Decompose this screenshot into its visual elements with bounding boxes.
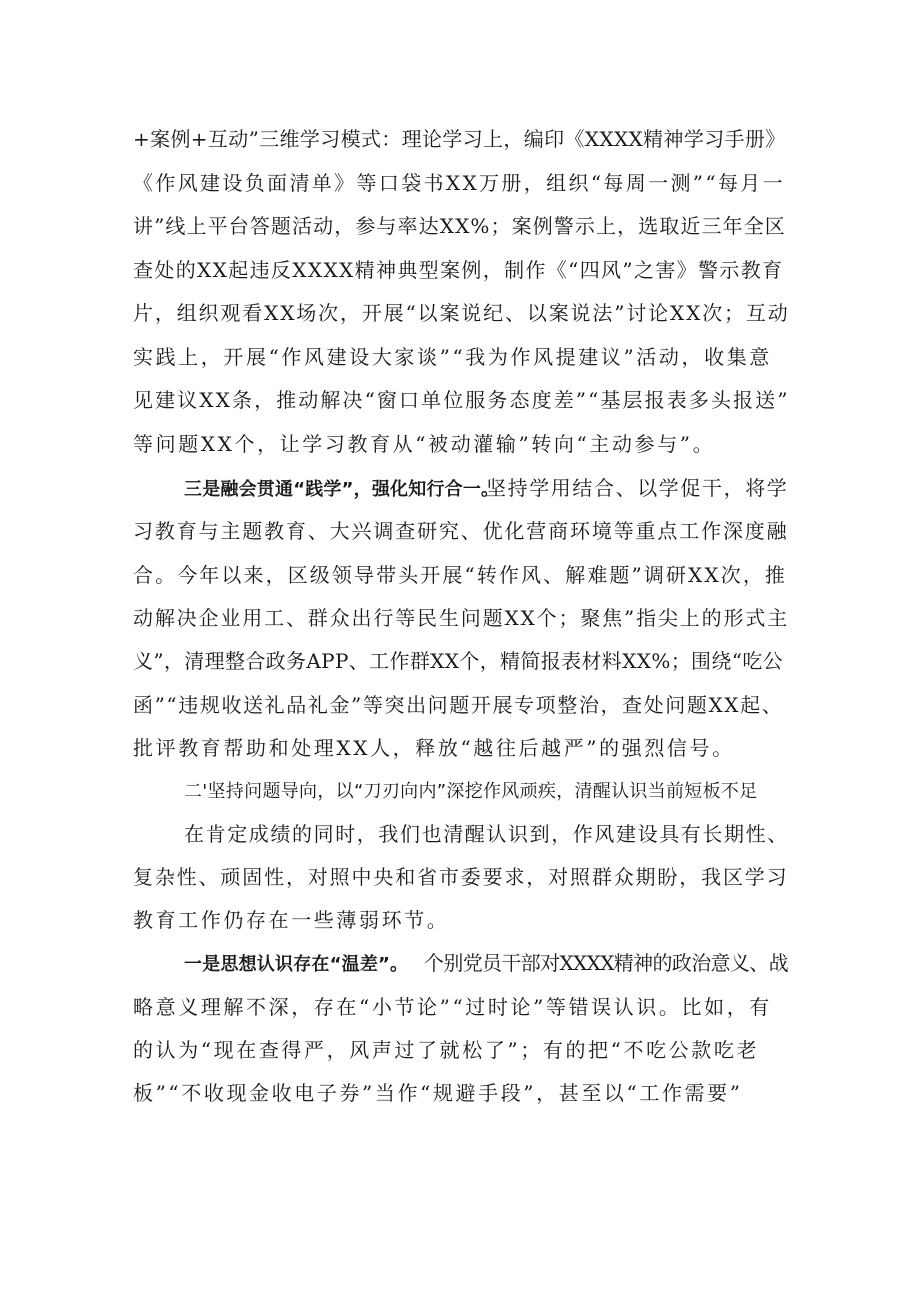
text-line-content: 函”“违规收送礼品礼金”等突出问题开展专项整治，查处问题XX起、: [133, 693, 784, 717]
text-line-content: 合。今年以来，区级领导带头开展“转作风、解难题”调研XX次，推: [133, 563, 788, 587]
text-line-content: 教育工作仍存在一些薄弱环节。: [133, 908, 450, 932]
text-line-content: 坚持学用结合、以学促干，将学: [486, 476, 789, 500]
text-line-content: 实践上，开展“作风建设大家谈”“我为作风提建议”活动，收集意: [133, 345, 772, 369]
text-line-content: 习教育与主题教育、大兴调查研究、优化营商环境等重点工作深度融: [133, 519, 789, 543]
text-line-content: 复杂性、顽固性，对照中央和省市委要求，对照群众期盼，我区学习: [133, 865, 789, 889]
text-line-content: 讲”线上平台答题活动，参与率达XX%；案例警示上，选取近三年全区: [133, 214, 786, 238]
text-line-content: 义”，清理整合政务APP、工作群XX个，精简报表材料XX%；围绕“吃公: [133, 649, 784, 673]
text-line-content: 在肯定成绩的同时，我们也清醒认识到，作风建设具有长期性、: [184, 822, 789, 846]
text-line-content: 个别党员干部对XXXX精神的政治意义、战: [424, 951, 788, 975]
text-line-content: 片，组织观看XX场次，开展“以案说纪、以案说法”讨论XX次；互动: [133, 301, 790, 325]
paragraph-lead: 三是融会贯通“践学”，强化知行合一。: [184, 479, 500, 500]
text-line-content: 略意义理解不深，存在“小节论”“过时论”等错误认识。比如，有: [133, 995, 772, 1019]
text-line-content: 板”“不收现金收电子券”当作“规避手段”，甚至以“工作需要”: [133, 1081, 743, 1105]
section-heading: 二'坚持问题导向，以“刀刃向内”深挖作风顽疾，清醒认识当前短板不足: [184, 781, 758, 802]
text-line-content: 的认为“现在查得严，风声过了就松了”；有的把“不吃公款吃老: [133, 1038, 760, 1062]
text-line-content: 查处的XX起违反XXXX精神典型案例，制作《“四风”之害》警示教育: [133, 258, 784, 282]
text-line-content: +案例+互动”三维学习模式：理论学习上，编印《XXXX精神学习手册》: [133, 127, 786, 151]
paragraph-lead: 一是思想认识存在“温差”。: [184, 954, 409, 975]
text-line-content: 《作风建设负面清单》等口袋书XX万册，组织“每周一测”“每月一: [133, 171, 785, 195]
text-line-content: 批评教育帮助和处理XX人，释放“越往后越严”的强烈信号。: [133, 736, 735, 760]
text-line-content: 见建议XX条，推动解决“窗口单位服务态度差”“基层报表多头报送”: [133, 388, 790, 412]
text-line-content: 等问题XX个，让学习教育从“被动灌输”转向“主动参与”。: [133, 432, 716, 456]
text-line-content: 动解决企业用工、群众出行等民生问题XX个；聚焦”指尖上的形式主: [133, 606, 790, 630]
